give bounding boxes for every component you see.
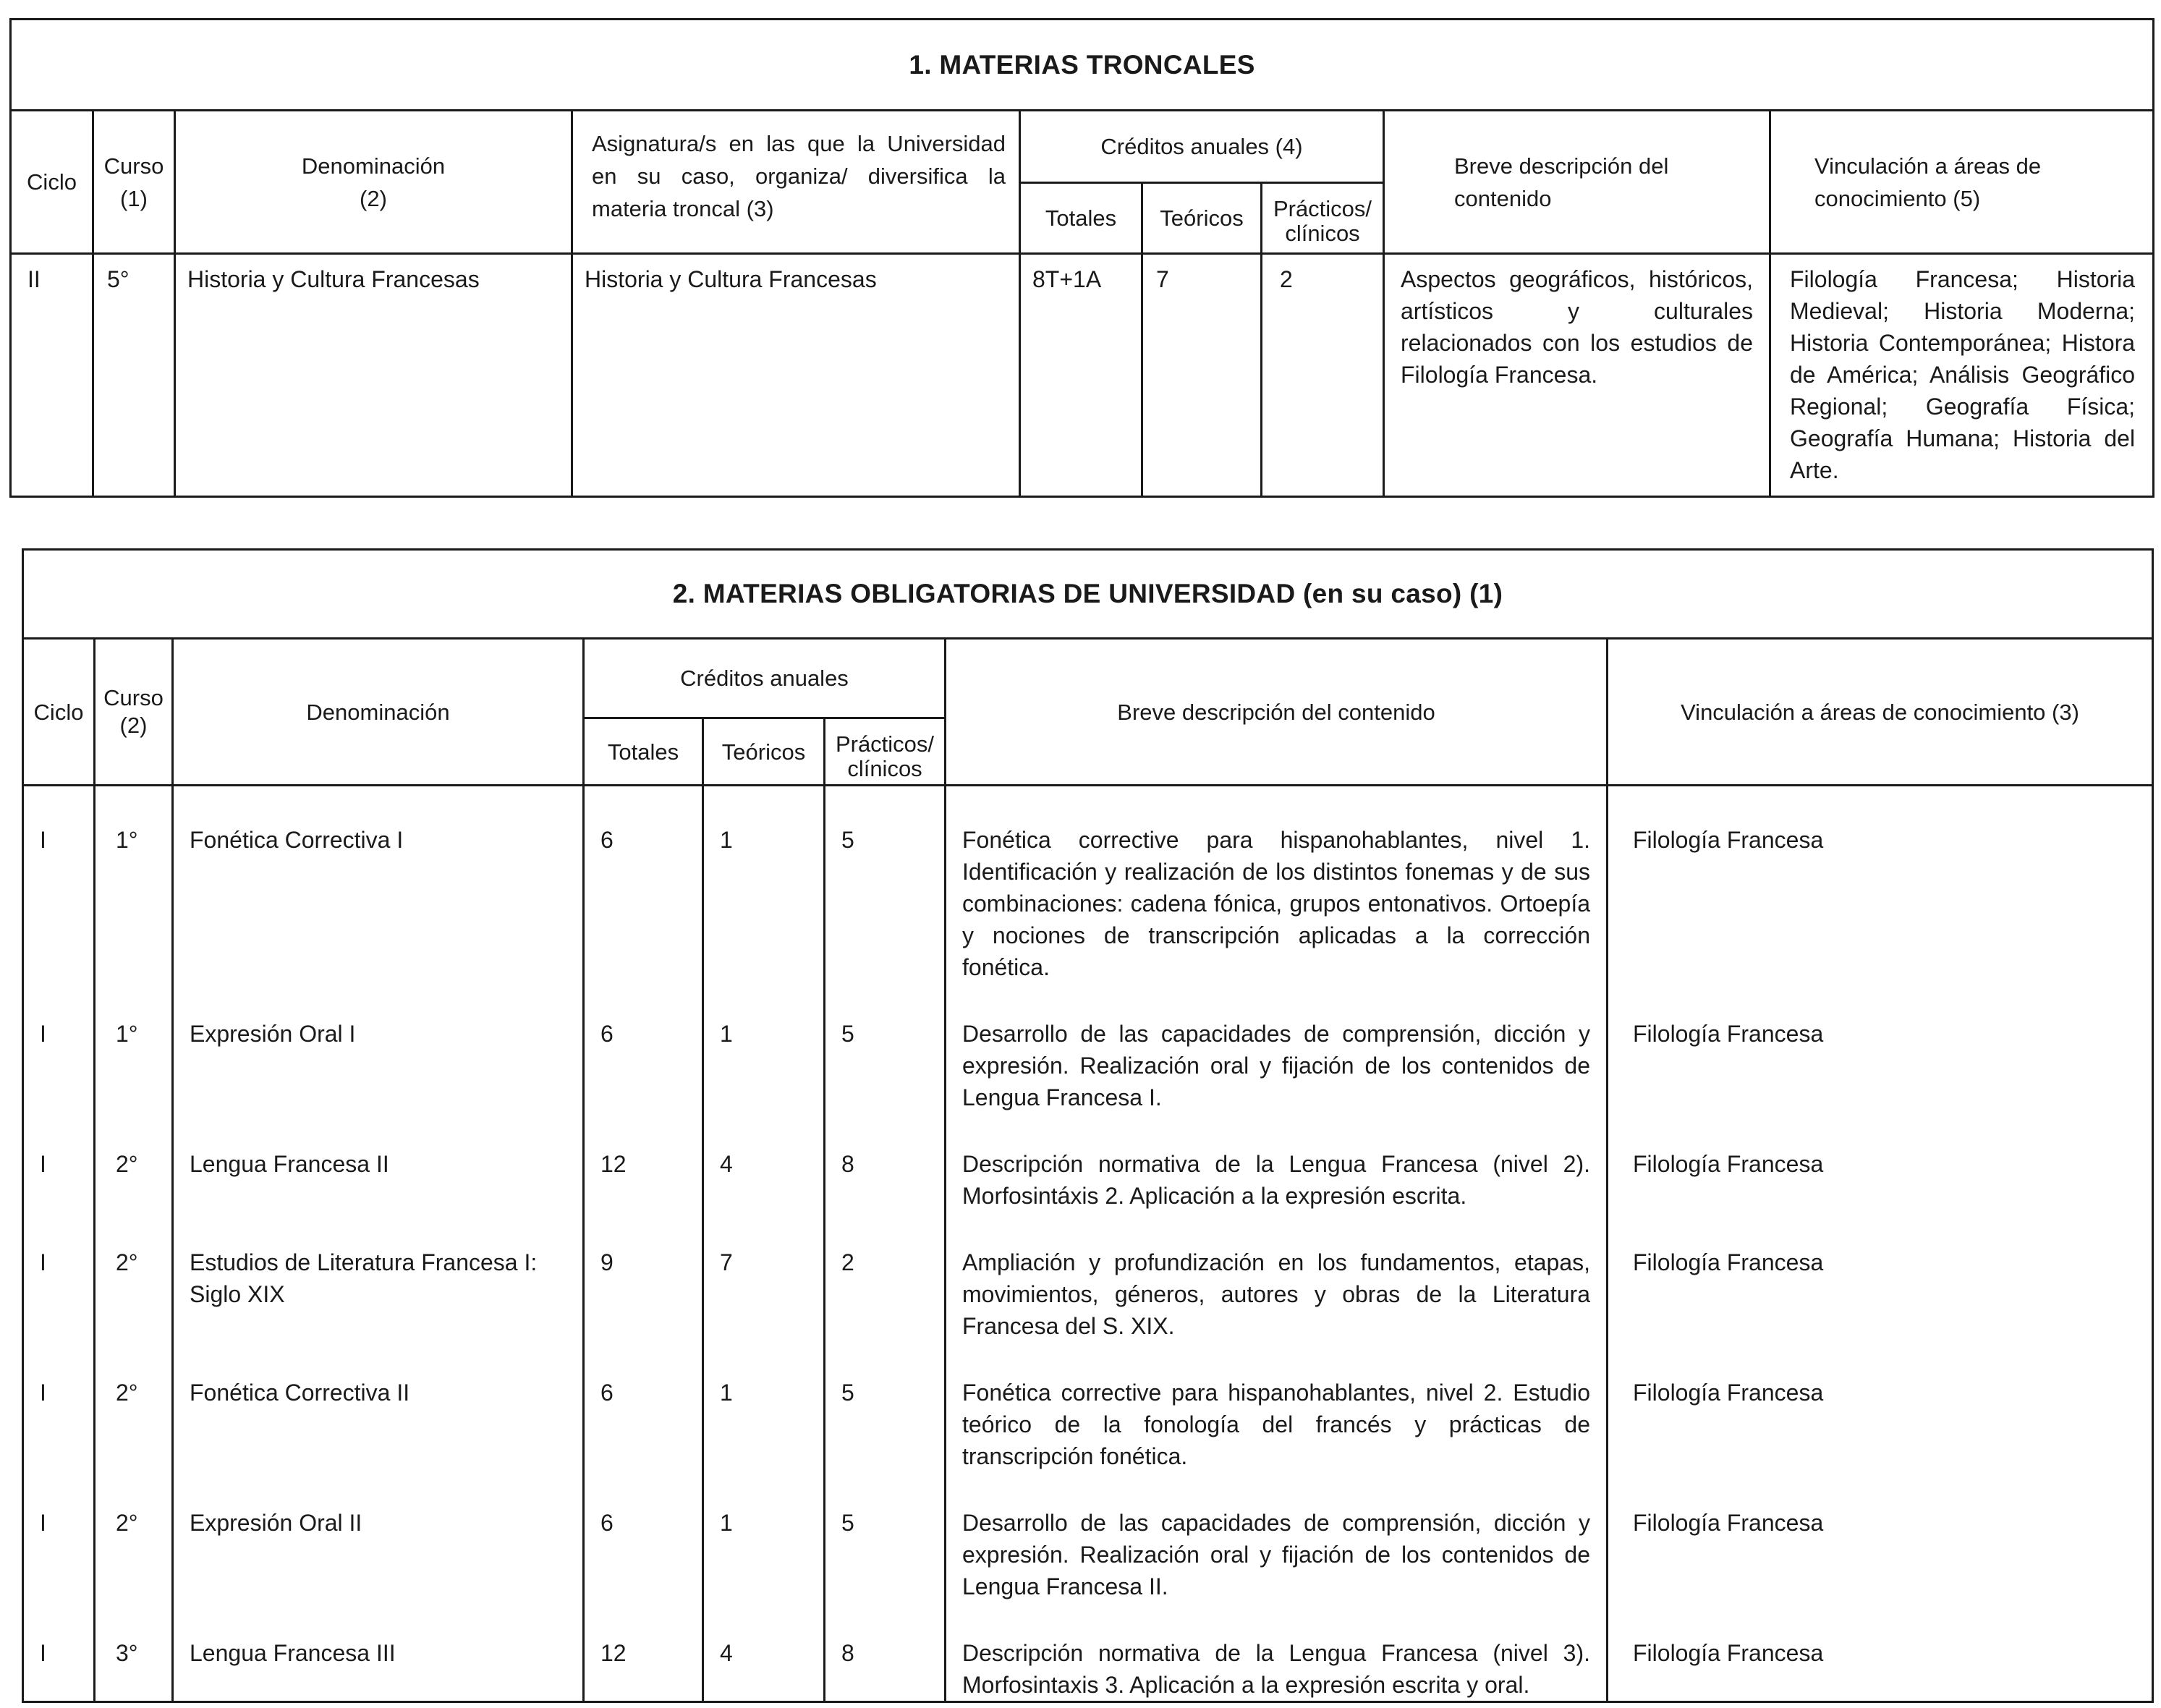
cell-curso: 1° bbox=[95, 983, 173, 1113]
cell-teoricos: 1 bbox=[703, 1342, 825, 1472]
header-curso-note: (1) bbox=[120, 185, 148, 211]
header-ciclo: Ciclo bbox=[11, 111, 93, 254]
cell-totales: 6 bbox=[584, 983, 703, 1113]
table-row bbox=[23, 1472, 2153, 1602]
cell-denominacion: Lengua Francesa II bbox=[173, 1113, 584, 1212]
cell-teoricos: 1 bbox=[703, 983, 825, 1113]
cell-practicos: 2 bbox=[825, 1212, 946, 1342]
table-row bbox=[11, 254, 2154, 497]
cell-practicos: 8 bbox=[825, 1113, 946, 1212]
cell-asignatura: Historia y Cultura Francesas bbox=[572, 254, 1020, 497]
cell-denominacion: Lengua Francesa III bbox=[173, 1602, 584, 1702]
header-denominacion: Denominación bbox=[173, 639, 584, 786]
cell-descripcion: Descripción normativa de la Lengua Francesa (nivel 3). Morfosintaxis 3. Aplicación a la expresión escrita y oral. bbox=[946, 1602, 1608, 1702]
cell-denominacion: Fonética Correctiva II bbox=[173, 1342, 584, 1472]
cell-teoricos: 4 bbox=[703, 1113, 825, 1212]
table-row bbox=[23, 1212, 2153, 1342]
cell-teoricos: 7 bbox=[703, 1212, 825, 1342]
cell-vinculacion: Filología Francesa bbox=[1608, 1602, 2153, 1702]
header-curso bbox=[93, 111, 175, 254]
cell-practicos: 5 bbox=[825, 1342, 946, 1472]
cell-ciclo: I bbox=[23, 786, 95, 984]
cell-vinculacion: Filología Francesa; Historia Medieval; Historia Moderna; Historia Contemporánea; Histora de América; Análisis Geográfico Regional; Geografía Física; Geografía Humana; Historia del Arte. bbox=[1770, 254, 2154, 497]
header-curso-note: (2) bbox=[119, 713, 148, 738]
header-totales: Totales bbox=[1020, 183, 1142, 254]
cell-vinculacion: Filología Francesa bbox=[1608, 1212, 2153, 1342]
header-totales: Totales bbox=[584, 718, 703, 786]
cell-teoricos: 4 bbox=[703, 1602, 825, 1702]
header-teoricos: Teóricos bbox=[1142, 183, 1262, 254]
header-denominacion-label: Denominación bbox=[301, 153, 446, 179]
cell-descripcion: Descripción normativa de la Lengua Francesa (nivel 2). Morfosintáxis 2. Aplicación a la expresión escrita. bbox=[946, 1113, 1608, 1212]
cell-practicos: 2 bbox=[1262, 254, 1384, 497]
header-curso-label: Curso bbox=[103, 685, 164, 710]
cell-ciclo: II bbox=[11, 254, 93, 497]
cell-ciclo: I bbox=[23, 1342, 95, 1472]
cell-denominacion: Estudios de Literatura Francesa I: Siglo XIX bbox=[173, 1212, 584, 1342]
table-row bbox=[23, 786, 2153, 984]
header-ciclo: Ciclo bbox=[23, 639, 95, 786]
cell-descripcion: Desarrollo de las capacidades de comprensión, dicción y expresión. Realización oral y fijación de los contenidos de Lengua Francesa I. bbox=[946, 983, 1608, 1113]
table2-title: 2. MATERIAS OBLIGATORIAS DE UNIVERSIDAD (en su caso) (1) bbox=[23, 550, 2153, 639]
cell-ciclo: I bbox=[23, 1472, 95, 1602]
header-denominacion bbox=[175, 111, 572, 254]
cell-denominacion: Expresión Oral I bbox=[173, 983, 584, 1113]
cell-curso: 1° bbox=[95, 786, 173, 984]
cell-totales: 6 bbox=[584, 1342, 703, 1472]
cell-vinculacion: Filología Francesa bbox=[1608, 1342, 2153, 1472]
header-teoricos: Teóricos bbox=[703, 718, 825, 786]
header-descripcion: Breve descripción del contenido bbox=[946, 639, 1608, 786]
header-curso-label: Curso bbox=[103, 153, 164, 179]
cell-totales: 6 bbox=[584, 786, 703, 984]
cell-descripcion: Desarrollo de las capacidades de comprensión, dicción y expresión. Realización oral y fijación de los contenidos de Lengua Francesa II. bbox=[946, 1472, 1608, 1602]
cell-vinculacion: Filología Francesa bbox=[1608, 1113, 2153, 1212]
cell-practicos: 5 bbox=[825, 786, 946, 984]
header-creditos-anuales: Créditos anuales (4) bbox=[1020, 111, 1384, 183]
cell-ciclo: I bbox=[23, 1212, 95, 1342]
table1-title: 1. MATERIAS TRONCALES bbox=[11, 20, 2154, 111]
cell-curso: 5° bbox=[93, 254, 175, 497]
cell-descripcion: Fonética corrective para hispanohablantes, nivel 1. Identificación y realización de los distintos fonemas y de sus combinaciones: cadena fónica, grupos entonativos. Ortoepía y nociones de transcripción aplicadas a la corrección fonética. bbox=[946, 786, 1608, 984]
header-curso bbox=[95, 639, 173, 786]
header-asignatura: Asignatura/s en las que la Universidad en su caso, organiza/ diversifica la materia troncal (3) bbox=[572, 111, 1020, 254]
cell-practicos: 5 bbox=[825, 1472, 946, 1602]
header-practicos: Prácticos/ clínicos bbox=[825, 718, 946, 786]
cell-teoricos: 7 bbox=[1142, 254, 1262, 497]
header-vinculacion: Vinculación a áreas de conocimiento (3) bbox=[1608, 639, 2153, 786]
table-row bbox=[23, 983, 2153, 1113]
cell-totales: 8T+1A bbox=[1020, 254, 1142, 497]
table-row bbox=[23, 1113, 2153, 1212]
cell-curso: 3° bbox=[95, 1602, 173, 1702]
materias-troncales-table bbox=[9, 18, 2154, 498]
cell-curso: 2° bbox=[95, 1342, 173, 1472]
cell-curso: 2° bbox=[95, 1212, 173, 1342]
cell-ciclo: I bbox=[23, 983, 95, 1113]
cell-vinculacion: Filología Francesa bbox=[1608, 983, 2153, 1113]
cell-curso: 2° bbox=[95, 1113, 173, 1212]
cell-teoricos: 1 bbox=[703, 786, 825, 984]
cell-practicos: 5 bbox=[825, 983, 946, 1113]
cell-ciclo: I bbox=[23, 1602, 95, 1702]
table-row bbox=[23, 1602, 2153, 1702]
cell-curso: 2° bbox=[95, 1472, 173, 1602]
table-row bbox=[23, 1342, 2153, 1472]
cell-teoricos: 1 bbox=[703, 1472, 825, 1602]
cell-denominacion: Fonética Correctiva I bbox=[173, 786, 584, 984]
cell-totales: 12 bbox=[584, 1113, 703, 1212]
header-vinculacion: Vinculación a áreas de conocimiento (5) bbox=[1770, 111, 2154, 254]
cell-vinculacion: Filología Francesa bbox=[1608, 1472, 2153, 1602]
cell-totales: 12 bbox=[584, 1602, 703, 1702]
cell-ciclo: I bbox=[23, 1113, 95, 1212]
cell-descripcion: Ampliación y profundización en los fundamentos, etapas, movimientos, géneros, autores y obras de la Literatura Francesa del S. XIX. bbox=[946, 1212, 1608, 1342]
header-denominacion-note: (2) bbox=[360, 185, 387, 211]
materias-obligatorias-table bbox=[22, 548, 2154, 1703]
cell-descripcion: Aspectos geográficos, históricos, artísticos y culturales relacionados con los estudios de Filología Francesa. bbox=[1384, 254, 1770, 497]
header-creditos-anuales: Créditos anuales bbox=[584, 639, 946, 718]
header-descripcion: Breve descripción del contenido bbox=[1384, 111, 1770, 254]
cell-totales: 6 bbox=[584, 1472, 703, 1602]
cell-descripcion: Fonética corrective para hispanohablantes, nivel 2. Estudio teórico de la fonología del francés y prácticas de transcripción fonética. bbox=[946, 1342, 1608, 1472]
cell-denominacion: Expresión Oral II bbox=[173, 1472, 584, 1602]
cell-vinculacion: Filología Francesa bbox=[1608, 786, 2153, 984]
header-practicos: Prácticos/ clínicos bbox=[1262, 183, 1384, 254]
cell-totales: 9 bbox=[584, 1212, 703, 1342]
cell-denominacion: Historia y Cultura Francesas bbox=[175, 254, 572, 497]
cell-practicos: 8 bbox=[825, 1602, 946, 1702]
